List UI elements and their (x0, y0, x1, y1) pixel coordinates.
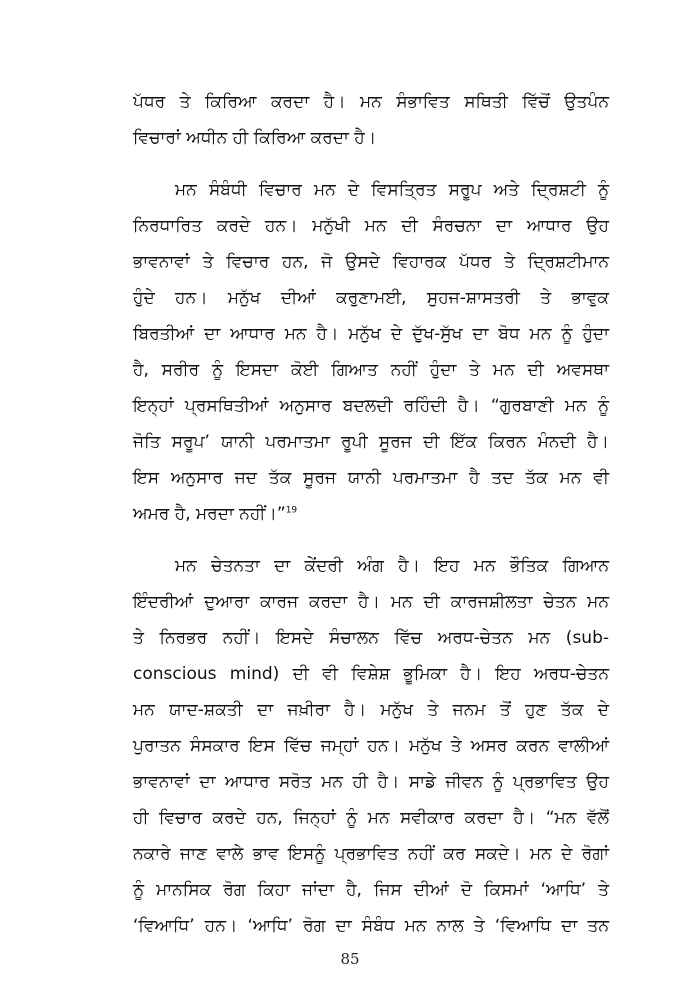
text-line: ਨਿਰਧਾਰਿਤ ਕਰਦੇ ਹਨ। ਮਨੁੱਖੀ ਮਨ ਦੀ ਸੰਰਚਨਾ ਦਾ ਆਧਾਰ ਉਹ (133, 216, 609, 236)
text-line: ਹੀ ਵਿਚਾਰ ਕਰਦੇ ਹਨ, ਜਿਨ੍ਹਾਂ ਨੂੰ ਮਨ ਸਵੀਕਾਰ ਕਰਦਾ ਹੈ। “ਮਨ ਵੱਲੋਂ (133, 808, 609, 828)
text-line: ਹੁੰਦੇ ਹਨ। ਮਨੁੱਖ ਦੀਆਂ ਕਰੁਣਾਮਈ, ਸੁਹਜ-ਸ਼ਾਸਤਰੀ ਤੇ ਭਾਵੁਕ (133, 288, 609, 308)
text-line: ਪੁਰਾਤਨ ਸੰਸਕਾਰ ਇਸ ਵਿੱਚ ਜਮ੍ਹਾਂ ਹਨ। ਮਨੁੱਖ ਤੇ ਅਸਰ ਕਰਨ ਵਾਲੀਆਂ (133, 736, 609, 756)
text-line: ਅਮਰ ਹੈ, ਮਰਦਾ ਨਹੀਂ।” (133, 504, 286, 524)
text-line: ਹੈ, ਸਰੀਰ ਨੂੰ ਇਸਦਾ ਕੋਈ ਗਿਆਤ ਨਹੀਂ ਹੁੰਦਾ ਤੇ ਮਨ ਦੀ ਅਵਸਥਾ (133, 360, 609, 380)
page-number: 85 (340, 950, 360, 968)
footnote-reference[interactable]: 19 (285, 505, 298, 516)
text-line: ਤੇ ਨਿਰਭਰ ਨਹੀਂ। ਇਸਦੇ ਸੰਚਾਲਨ ਵਿੱਚ ਅਰਧ-ਚੇਤਨ ਮਨ (sub- (133, 628, 609, 648)
text-line: ਵਿਚਾਰਾਂ ਅਧੀਨ ਹੀ ਕਿਰਿਆ ਕਰਦਾ ਹੈ। (133, 128, 377, 148)
text-line: ਇਸ ਅਨੁਸਾਰ ਜਦ ਤੱਕ ਸੂਰਜ ਯਾਨੀ ਪਰਮਾਤਮਾ ਹੈ ਤਦ ਤੱਕ ਮਨ ਵੀ (133, 468, 609, 488)
paragraph-start-line: ਮਨ ਚੇਤਨਤਾ ਦਾ ਕੇਂਦਰੀ ਅੰਗ ਹੈ। ਇਹ ਮਨ ਭੌਤਿਕ ਗਿਆਨ (175, 556, 609, 576)
text-line: ਬਿਰਤੀਆਂ ਦਾ ਆਧਾਰ ਮਨ ਹੈ। ਮਨੁੱਖ ਦੇ ਦੁੱਖ-ਸੁੱਖ ਦਾ ਬੋਧ ਮਨ ਨੂੰ ਹੁੰਦਾ (133, 324, 609, 344)
text-line: ‘ਵਿਆਧਿ’ ਹਨ। ‘ਆਧਿ’ ਰੋਗ ਦਾ ਸੰਬੰਧ ਮਨ ਨਾਲ ਤੇ ‘ਵਿਆਧਿ ਦਾ ਤਨ (133, 916, 609, 936)
text-line: ਜੋਤਿ ਸਰੂਪ’ ਯਾਨੀ ਪਰਮਾਤਮਾ ਰੂਪੀ ਸੂਰਜ ਦੀ ਇੱਕ ਕਿਰਨ ਮੰਨਦੀ ਹੈ। (133, 432, 609, 452)
paragraph-start-line: ਮਨ ਸੰਬੰਧੀ ਵਿਚਾਰ ਮਨ ਦੇ ਵਿਸਤ੍ਰਿਤ ਸਰੂਪ ਅਤੇ ਦ੍ਰਿਸ਼ਟੀ ਨੂੰ (175, 180, 609, 200)
text-line: conscious mind) ਦੀ ਵੀ ਵਿਸ਼ੇਸ਼ ਭੂਮਿਕਾ ਹੈ। ਇਹ ਅਰਧ-ਚੇਤਨ (133, 664, 609, 684)
text-line-with-footnote (133, 502, 609, 526)
text-line: ਭਾਵਨਾਵਾਂ ਤੇ ਵਿਚਾਰ ਹਨ, ਜੋ ਉਸਦੇ ਵਿਹਾਰਕ ਪੱਧਰ ਤੇ ਦ੍ਰਿਸ਼ਟੀਮਾਨ (133, 252, 609, 272)
text-line: ਮਨ ਯਾਦ-ਸ਼ਕਤੀ ਦਾ ਜਖ਼ੀਰਾ ਹੈ। ਮਨੁੱਖ ਤੇ ਜਨਮ ਤੋਂ ਹੁਣ ਤੱਕ ਦੇ (133, 700, 609, 720)
text-line: ਇੰਦਰੀਆਂ ਦੁਆਰਾ ਕਾਰਜ ਕਰਦਾ ਹੈ। ਮਨ ਦੀ ਕਾਰਜਸ਼ੀਲਤਾ ਚੇਤਨ ਮਨ (133, 592, 609, 612)
text-line: ਪੱਧਰ ਤੇ ਕਿਰਿਆ ਕਰਦਾ ਹੈ। ਮਨ ਸੰਭਾਵਿਤ ਸਥਿਤੀ ਵਿੱਚੋਂ ਉਤਪੰਨ (133, 92, 609, 112)
text-line: ਨੂੰ ਮਾਨਸਿਕ ਰੋਗ ਕਿਹਾ ਜਾਂਦਾ ਹੈ, ਜਿਸ ਦੀਆਂ ਦੋ ਕਿਸਮਾਂ ‘ਆਧਿ’ ਤੇ (133, 880, 609, 900)
text-line: ਇਨ੍ਹਾਂ ਪ੍ਰਸਥਿਤੀਆਂ ਅਨੁਸਾਰ ਬਦਲਦੀ ਰਹਿੰਦੀ ਹੈ। “ਗੁਰਬਾਣੀ ਮਨ ਨੂੰ (133, 396, 609, 416)
text-line: ਨਕਾਰੇ ਜਾਣ ਵਾਲੇ ਭਾਵ ਇਸਨੂੰ ਪ੍ਰਭਾਵਿਤ ਨਹੀਂ ਕਰ ਸਕਦੇ। ਮਨ ਦੇ ਰੋਗਾਂ (133, 844, 609, 864)
text-line: ਭਾਵਨਾਵਾਂ ਦਾ ਆਧਾਰ ਸਰੋਤ ਮਨ ਹੀ ਹੈ। ਸਾਡੇ ਜੀਵਨ ਨੂੰ ਪ੍ਰਭਾਵਿਤ ਉਹ (133, 772, 609, 792)
